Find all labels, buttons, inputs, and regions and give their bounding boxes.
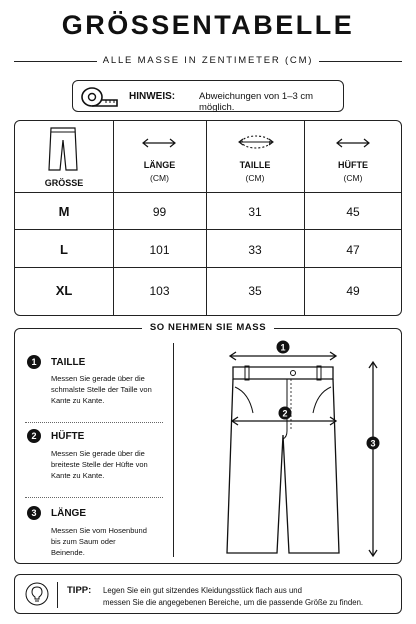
- size-xl: XL: [55, 283, 73, 298]
- table-cell: 47: [346, 243, 360, 257]
- diagram-marker-label: 2: [282, 408, 288, 419]
- measurement-guide: [14, 322, 402, 564]
- hint-label: HINWEIS:: [129, 91, 176, 102]
- measurement-guide-title: SO NEHMEN SIE MASS: [142, 322, 274, 333]
- step-desc-length: Messen Sie vom Hosenbund bis zum Saum oder Beinende.: [51, 526, 147, 557]
- size-table: [14, 120, 402, 316]
- table-cell: 35: [248, 284, 262, 298]
- tip-text: Legen Sie ein gut sitzendes Kleidungsstück flach aus und messen Sie die angegebenen Bereiche, um die passende Größe zu finden.: [103, 586, 364, 607]
- hint-box: [72, 80, 344, 112]
- measuring-tape-icon: [79, 85, 121, 109]
- table-cell: 101: [149, 243, 170, 257]
- table-cell: 99: [152, 205, 167, 219]
- page-title: GRÖSSENTABELLE: [61, 10, 355, 40]
- subtitle-row: [14, 54, 402, 68]
- column-unit-hip: (CM): [343, 173, 363, 183]
- table-cell: 31: [248, 205, 262, 219]
- step-title-length: LÄNGE: [51, 508, 86, 519]
- column-header-hip: HÜFTE: [338, 160, 368, 170]
- diagram-marker-label: 3: [370, 438, 376, 449]
- column-header-waist: TAILLE: [239, 160, 271, 170]
- diagram-marker-label: 1: [280, 342, 286, 353]
- waist-loop-icon: [237, 133, 275, 151]
- length-arrow-icon: [141, 138, 177, 148]
- step-desc-waist: Messen Sie gerade über die schmalste Stelle der Taille von Kante zu Kante.: [51, 374, 152, 405]
- size-l: L: [60, 242, 68, 257]
- size-column-header: GRÖSSE: [44, 178, 84, 188]
- tip-box: [14, 574, 402, 614]
- hint-text: Abweichungen von 1–3 cm möglich.: [199, 91, 314, 113]
- tip-label: TIPP:: [67, 585, 92, 596]
- step-number-3: 3: [27, 506, 41, 520]
- step-title-hip: HÜFTE: [51, 431, 85, 442]
- pants-icon: [45, 126, 81, 172]
- hip-arrow-icon: [335, 138, 371, 148]
- table-cell: 103: [149, 284, 170, 298]
- step-number-2: 2: [27, 429, 41, 443]
- step-number-1: 1: [27, 355, 41, 369]
- lightbulb-icon: [25, 582, 49, 606]
- pants-diagram: [205, 335, 395, 561]
- step-desc-hip: Messen Sie gerade über die breiteste Stelle der Hüfte von Kante zu Kante.: [51, 449, 148, 480]
- column-unit-length: (CM): [150, 173, 169, 183]
- page-subtitle: ALLE MASSE IN ZENTIMETER (CM): [97, 55, 320, 66]
- table-cell: 45: [346, 205, 360, 219]
- table-cell: 33: [248, 243, 262, 257]
- column-header-length: LÄNGE: [143, 160, 176, 170]
- table-cell: 49: [346, 284, 360, 298]
- size-m: M: [58, 204, 70, 219]
- step-title-waist: TAILLE: [51, 357, 86, 368]
- column-unit-waist: (CM): [245, 173, 265, 183]
- guide-divider: [173, 343, 174, 557]
